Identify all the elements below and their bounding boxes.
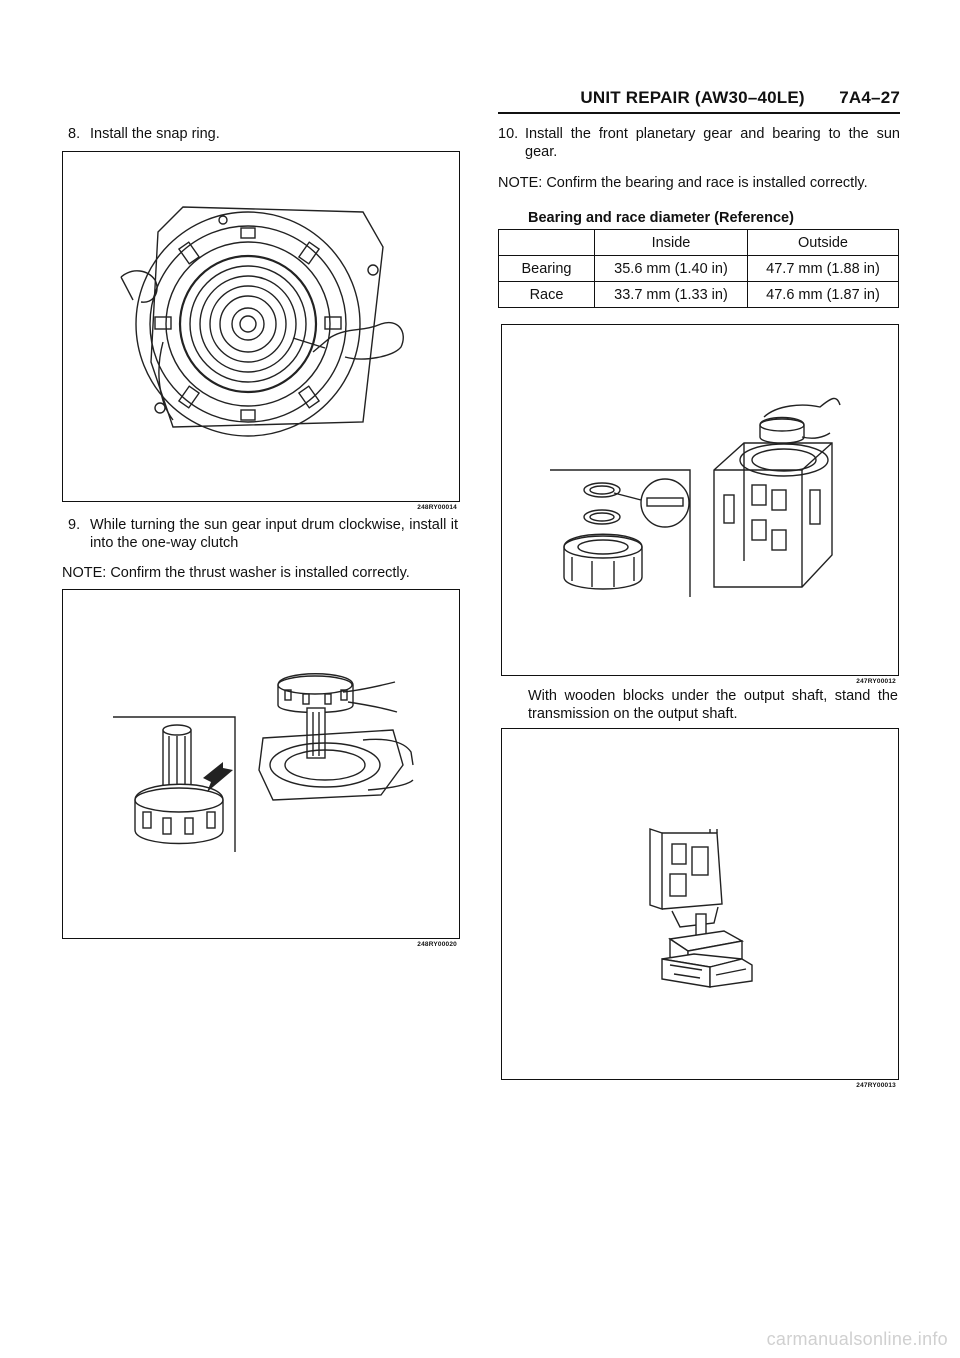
header-rule — [498, 112, 900, 114]
figure-sun-gear-drum — [62, 589, 460, 948]
planetary-gear-illustration — [502, 325, 898, 675]
table-cell: Bearing — [499, 256, 595, 282]
bearing-race-table — [498, 229, 899, 308]
step-8-number: 8. — [68, 126, 81, 142]
step-9 — [68, 516, 458, 552]
step-10-text: Install the front planetary gear and bearing to the sun gear. — [525, 126, 900, 160]
step-8 — [68, 125, 458, 143]
table-header-cell — [499, 230, 595, 256]
table-cell: Race — [499, 282, 595, 308]
note-thrust-washer: NOTE: Confirm the thrust washer is installed correctly. — [62, 565, 410, 581]
page-header-title: UNIT REPAIR (AW30–40LE) 7A4–27 — [580, 88, 900, 107]
table-title: Bearing and race diameter (Reference) — [528, 210, 794, 226]
note-bearing-race: NOTE: Confirm the bearing and race is installed correctly. — [498, 175, 868, 191]
figure-id-247RY00013: 247RY00013 — [856, 1082, 896, 1089]
step-10-number: 10. — [498, 126, 519, 142]
transmission-blocks-illustration — [502, 729, 898, 1079]
figure-id-247RY00012: 247RY00012 — [856, 678, 896, 685]
step-8-text: Install the snap ring. — [90, 126, 220, 142]
table-row — [499, 282, 899, 308]
table-cell: 47.7 mm (1.88 in) — [748, 256, 899, 282]
table-header-cell: Outside — [748, 230, 899, 256]
table-cell: 47.6 mm (1.87 in) — [748, 282, 899, 308]
step-9-number: 9. — [68, 517, 81, 533]
figure-id-248RY00014: 248RY00014 — [417, 504, 457, 511]
sun-gear-drum-illustration — [63, 590, 459, 938]
figure-snap-ring — [62, 151, 460, 511]
table-row — [499, 256, 899, 282]
watermark-text: carmanualsonline.info — [766, 1329, 948, 1349]
step-9-text: While turning the sun gear input drum clockwise, install it into the one-way clutch — [90, 517, 458, 551]
table-cell: 33.7 mm (1.33 in) — [595, 282, 748, 308]
figure-planetary-gear — [501, 324, 899, 685]
figure-transmission-on-blocks — [501, 728, 899, 1089]
snap-ring-illustration — [63, 152, 459, 501]
figure-id-248RY00020: 248RY00020 — [417, 941, 457, 948]
step-10 — [498, 125, 900, 161]
table-header-cell: Inside — [595, 230, 748, 256]
table-header-row — [499, 230, 899, 256]
table-cell: 35.6 mm (1.40 in) — [595, 256, 748, 282]
step-11-text: With wooden blocks under the output shaft, stand the transmission on the output shaft. — [528, 688, 898, 722]
